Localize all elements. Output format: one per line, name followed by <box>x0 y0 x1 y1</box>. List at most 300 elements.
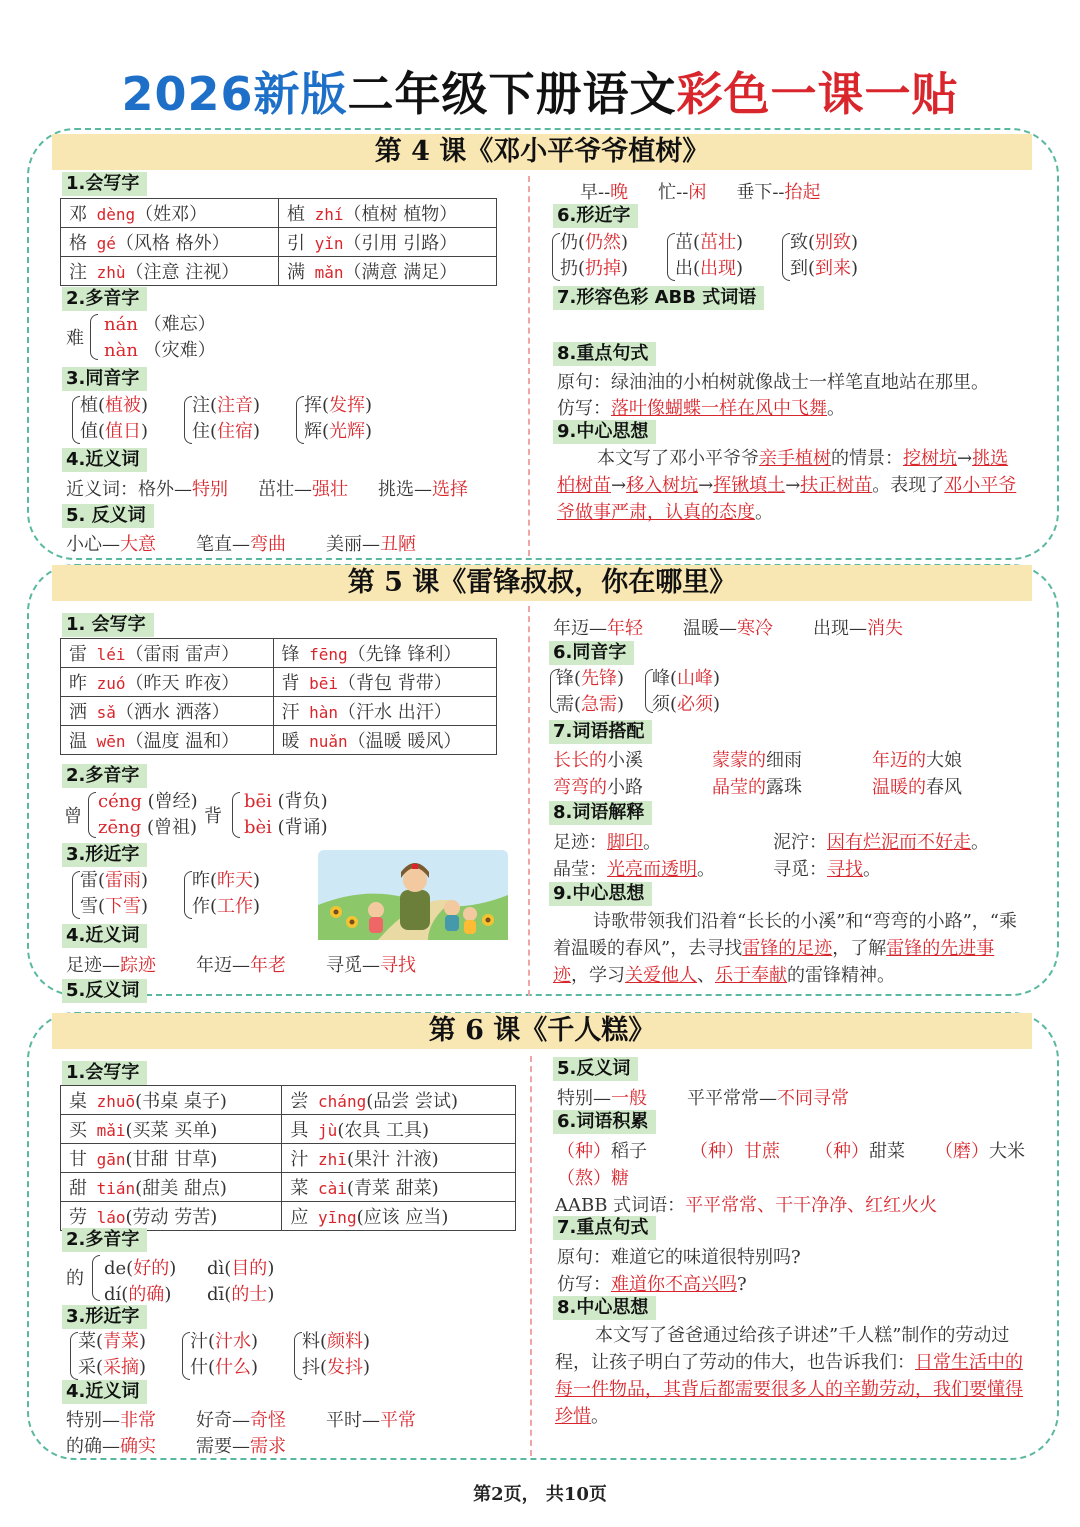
lesson4-heading-similar: 6.形近字 <box>553 204 638 228</box>
write-char-cell <box>61 1144 282 1173</box>
answer-word: 平常 <box>380 1410 416 1431</box>
char-group <box>80 868 148 920</box>
write-char-cell <box>273 697 496 726</box>
verb: （种） <box>690 1141 744 1162</box>
char: 需( <box>556 694 582 715</box>
explain-meaning: 光亮而透明 <box>607 859 697 880</box>
polyphone-word: (曾经) <box>141 791 198 812</box>
polyphone-word: (曾祖) <box>141 817 198 838</box>
pinyin: fēng <box>299 645 348 664</box>
prompt-word: 年迈— <box>553 618 607 639</box>
prompt-word: 笔直— <box>196 534 250 555</box>
collocation-modifier: 蒙蒙的 <box>712 750 766 771</box>
char-paren: ) <box>141 870 149 891</box>
write-char: 汁 <box>290 1149 309 1170</box>
key-phrase: 乐于奉献 <box>715 965 787 986</box>
char-word: 什么 <box>215 1357 252 1378</box>
lesson5-synonym-line <box>66 951 416 977</box>
brace-icon <box>184 396 192 444</box>
key-phrase: 亲手植树 <box>759 448 831 469</box>
collocation-noun: 春风 <box>926 777 962 798</box>
write-char-cell <box>282 1115 516 1144</box>
prompt-word: 特别— <box>557 1088 611 1109</box>
char-group-line <box>790 230 858 256</box>
write-words: (劳动 劳苦) <box>125 1207 218 1228</box>
noun: 甜菜 <box>869 1141 905 1162</box>
answer-word: 不同寻常 <box>777 1088 849 1109</box>
answer-word: 非常 <box>120 1410 156 1431</box>
char-paren: ) <box>736 232 744 253</box>
write-char: 尝 <box>290 1091 309 1112</box>
char-word: 先锋 <box>581 668 618 689</box>
table-row <box>61 228 497 257</box>
char: 峰( <box>652 668 678 689</box>
answer-word: 强壮 <box>312 479 348 500</box>
brace-icon <box>184 871 192 919</box>
answer-word: 年老 <box>250 955 286 976</box>
prompt-word: 特别— <box>66 1410 120 1431</box>
brace-icon <box>232 792 240 838</box>
char: 料( <box>302 1331 328 1352</box>
char: 仍( <box>560 232 586 253</box>
explain-item <box>553 855 715 881</box>
write-char-cell <box>282 1086 516 1115</box>
brace-icon <box>70 1332 78 1380</box>
answer-word: 确实 <box>120 1436 156 1457</box>
polyphone-word: 目的 <box>231 1258 268 1279</box>
lesson6-heading-sentence: 7.重点句式 <box>553 1216 656 1240</box>
polyphone-item <box>98 815 198 841</box>
char: 出( <box>675 258 701 279</box>
prompt-word: 足迹— <box>66 955 120 976</box>
answer-word: 抬起 <box>784 182 821 203</box>
table-row <box>61 1173 516 1202</box>
lesson5-heading-theme: 9.中心思想 <box>549 882 652 906</box>
char: 昨( <box>192 870 218 891</box>
polyphone-item <box>104 312 216 338</box>
char-word: 值日 <box>105 421 142 442</box>
paragraph-text: ，学习 <box>571 965 625 986</box>
lesson5-heading-explain: 8.词语解释 <box>549 801 652 825</box>
answer-word: 晚 <box>610 182 629 203</box>
paragraph-text: 的雷锋精神。 <box>787 965 895 986</box>
lesson5-theme-paragraph <box>553 908 1025 989</box>
answer-word: 需求 <box>250 1436 286 1457</box>
explain-item <box>773 855 881 881</box>
char-paren: ) <box>621 258 629 279</box>
prompt-word: 出现— <box>813 618 867 639</box>
pinyin: dí( <box>104 1284 129 1305</box>
polyphone-item <box>104 338 216 364</box>
write-char: 汗 <box>281 702 300 723</box>
char: 雪( <box>80 896 106 917</box>
pinyin: nàn <box>104 340 138 361</box>
write-words: （雷雨 雷声） <box>125 644 240 665</box>
char-word: 植被 <box>105 395 142 416</box>
char-paren: ) <box>251 1331 259 1352</box>
pinyin: mǎn <box>305 263 344 282</box>
char-word: 别致 <box>815 232 852 253</box>
answer-word: 踪迹 <box>120 955 156 976</box>
char-group-line <box>675 230 743 256</box>
lesson6-synonym-line1 <box>66 1406 416 1432</box>
lesson6-write-table <box>60 1085 516 1231</box>
char-paren: ) <box>251 1357 259 1378</box>
pinyin: tián <box>87 1179 136 1198</box>
pinyin: céng <box>98 791 142 812</box>
verb: （种） <box>557 1141 611 1162</box>
char-word: 扔掉 <box>585 258 622 279</box>
write-words: (应该 应当) <box>356 1207 449 1228</box>
pinyin: mǎi <box>87 1121 126 1140</box>
lesson6-heading-theme: 8.中心思想 <box>553 1296 656 1320</box>
char-group <box>304 393 372 445</box>
write-words: （洒水 洒落） <box>115 702 230 723</box>
char-paren: ) <box>253 421 261 442</box>
lesson6-heading-polyphone: 2.多音字 <box>62 1228 147 1252</box>
prompt-word: 美丽— <box>326 534 380 555</box>
char: 值( <box>80 421 106 442</box>
pinyin: dī( <box>207 1284 232 1305</box>
lesson4-divider <box>528 176 530 556</box>
answer-word: 一般 <box>611 1088 647 1109</box>
char-group-line <box>304 419 372 445</box>
collocation-modifier: 弯弯的 <box>553 777 607 798</box>
char-word: 山峰 <box>677 668 714 689</box>
table-row <box>61 668 497 697</box>
lesson4-antonym-line <box>66 530 416 556</box>
char: 雷( <box>80 870 106 891</box>
write-char: 甘 <box>69 1149 87 1170</box>
lesson6-antonym-line <box>557 1084 849 1110</box>
char-paren: ) <box>617 668 625 689</box>
char-paren: ) <box>139 1357 147 1378</box>
paragraph-text: → <box>698 475 714 496</box>
write-words: （引用 引路） <box>343 233 458 254</box>
verb: （磨） <box>935 1141 989 1162</box>
answer-word: 寒冷 <box>737 618 773 639</box>
prompt-word: 温暖— <box>683 618 737 639</box>
lesson6-polyphone-char: 的 <box>66 1268 84 1289</box>
write-words: （植树 植物） <box>343 204 458 225</box>
lesson4-banner: 第 4 课《邓小平爷爷植树》 <box>52 134 1032 170</box>
collocation-modifier: 年迈的 <box>872 750 926 771</box>
key-phrase: 挥锹填土 <box>713 475 786 496</box>
char-group-line <box>78 1329 146 1355</box>
explain-term: 晶莹： <box>553 859 607 880</box>
imitation-end: 。 <box>827 398 845 419</box>
explain-end: 。 <box>697 859 715 880</box>
lesson5-divider <box>528 606 530 996</box>
answer-word: 闲 <box>688 182 707 203</box>
pinyin: wēn <box>87 732 126 751</box>
key-phrase: 雷锋的足迹 <box>742 938 833 959</box>
table-row <box>61 639 497 668</box>
char-group-line <box>78 1355 146 1381</box>
lesson5-polyphone2-char: 背 <box>204 806 222 827</box>
char: 采( <box>78 1357 104 1378</box>
prompt-word: 寻觅— <box>326 955 380 976</box>
char-paren: ) <box>253 896 261 917</box>
char-group <box>560 230 628 282</box>
table-row <box>61 1086 516 1115</box>
polyphone-word: (背诵) <box>271 817 328 838</box>
polyphone-word: (背负) <box>271 791 328 812</box>
pinyin: dì( <box>207 1258 232 1279</box>
lesson5-heading-collocation: 7.词语搭配 <box>549 720 652 744</box>
char-paren: ) <box>617 694 625 715</box>
key-phrase: 挖树坑 <box>903 448 957 469</box>
write-words: （风格 格外） <box>115 233 230 254</box>
collocation-noun: 露珠 <box>766 777 802 798</box>
char-word: 雷雨 <box>105 870 142 891</box>
noun: 甘蔗 <box>744 1141 780 1162</box>
char-word: 出现 <box>700 258 737 279</box>
key-phrase: 挑选柏树苗 <box>557 448 1009 496</box>
prompt-word: 好奇— <box>196 1410 250 1431</box>
pinyin: yǐn <box>305 234 344 253</box>
char-paren: ) <box>365 395 373 416</box>
char-group-line <box>790 256 858 282</box>
write-char-cell <box>282 1202 516 1231</box>
lesson4-polyphone-char: 难 <box>66 328 84 349</box>
char: 菜( <box>78 1331 104 1352</box>
write-char: 买 <box>69 1120 87 1141</box>
write-char-cell <box>61 199 279 228</box>
char-paren: ) <box>851 258 859 279</box>
char-group-line <box>302 1355 370 1381</box>
brace-icon <box>552 233 560 281</box>
char-paren: ) <box>851 232 859 253</box>
brace-icon <box>294 1332 302 1380</box>
prompt-word: 早-- <box>580 182 611 203</box>
write-words: (买菜 买单) <box>125 1120 218 1141</box>
key-phrase: 关爱他人 <box>625 965 697 986</box>
write-char-cell <box>61 1173 282 1202</box>
lesson4-imitation-sentence <box>557 394 845 420</box>
lesson5-heading-write: 1. 会写字 <box>62 613 154 637</box>
lesson5-heading-synonym: 4.近义词 <box>62 924 147 948</box>
char-group-line <box>190 1355 258 1381</box>
brace-icon <box>92 1255 100 1301</box>
char-paren: ) <box>363 1331 371 1352</box>
paren: ) <box>169 1258 177 1279</box>
prompt-word: 年迈— <box>196 955 250 976</box>
write-char: 格 <box>69 233 87 254</box>
prompt-word: 的确— <box>66 1436 120 1457</box>
lesson4-polyphone-list <box>104 312 216 364</box>
write-char-cell <box>61 228 279 257</box>
explain-end: 。 <box>971 832 989 853</box>
char-paren: ) <box>363 1357 371 1378</box>
write-words: （昨天 昨夜） <box>125 673 240 694</box>
polyphone-word: 的确 <box>128 1284 165 1305</box>
write-char-cell <box>61 1115 282 1144</box>
table-row <box>61 199 497 228</box>
lesson5-heading-similar: 3.形近字 <box>62 843 147 867</box>
lesson5-polyphone1-char: 曾 <box>64 806 82 827</box>
lesson5-polyphone1-list <box>98 789 198 841</box>
paren: ) <box>164 1284 172 1305</box>
lesson6-heading-antonym: 5.反义词 <box>553 1057 638 1081</box>
char-word: 光辉 <box>329 421 366 442</box>
imitation-end: ? <box>737 1274 747 1295</box>
char-group <box>790 230 858 282</box>
pinyin: nán <box>104 314 138 335</box>
write-words: （满意 满足） <box>343 262 458 283</box>
answer-word: 特别 <box>192 479 228 500</box>
char-word: 茁壮 <box>700 232 737 253</box>
lesson6-theme-paragraph <box>555 1322 1027 1430</box>
char: 扔( <box>560 258 586 279</box>
write-char-cell <box>273 639 496 668</box>
char-word: 下雪 <box>105 896 142 917</box>
write-char-cell <box>279 257 497 286</box>
write-char-cell <box>282 1173 516 1202</box>
char: 汁( <box>190 1331 216 1352</box>
brace-icon <box>296 396 304 444</box>
collocation-item <box>712 746 802 772</box>
brace-icon <box>72 396 80 444</box>
prompt-word: 平时— <box>326 1410 380 1431</box>
write-char: 注 <box>69 262 87 283</box>
paragraph-text: 。 <box>755 502 773 523</box>
char-paren: ) <box>141 395 149 416</box>
char-group-line <box>560 230 628 256</box>
lesson4-heading-polyphone: 2.多音字 <box>62 287 147 311</box>
prompt-word: 小心— <box>66 534 120 555</box>
paragraph-text: 诗歌带领我们沿着“长长的小溪”和“弯弯的小路”，“乘着温暖的春风”，去寻找 <box>553 911 1018 959</box>
write-char: 劳 <box>69 1207 87 1228</box>
lesson4-theme-paragraph <box>557 445 1025 526</box>
page-title <box>0 58 1080 124</box>
write-words: （先锋 锋利） <box>347 644 462 665</box>
collocation-modifier: 温暖的 <box>872 777 926 798</box>
pinyin: nuǎn <box>299 732 348 751</box>
char: 植( <box>80 395 106 416</box>
char-word: 采摘 <box>103 1357 140 1378</box>
char-group <box>192 393 260 445</box>
char-group <box>80 393 148 445</box>
answer-word: 弯曲 <box>250 534 286 555</box>
char-paren: ) <box>365 421 373 442</box>
char-word: 急需 <box>581 694 618 715</box>
pinyin: bēi <box>299 674 339 693</box>
pinyin: zhí <box>305 205 344 224</box>
brace-icon <box>782 233 790 281</box>
write-words: (书桌 桌子) <box>135 1091 227 1112</box>
collocation-item <box>712 773 802 799</box>
answer-word: 丑陋 <box>380 534 416 555</box>
char-word: 住宿 <box>217 421 254 442</box>
explain-term: 足迹： <box>553 832 607 853</box>
paragraph-text: ，了解 <box>832 938 887 959</box>
imitation-label: 仿写： <box>557 398 611 419</box>
brace-icon <box>88 792 96 838</box>
lesson6-heading-similar: 3.形近字 <box>62 1305 147 1329</box>
write-char: 甜 <box>69 1178 87 1199</box>
write-char: 暖 <box>281 731 300 752</box>
write-char-cell <box>279 228 497 257</box>
polyphone-word: 的士 <box>231 1284 268 1305</box>
char-group-line <box>190 1329 258 1355</box>
char-group-line <box>80 393 148 419</box>
pinyin: cài <box>308 1179 347 1198</box>
lesson4-heading-antonym: 5. 反义词 <box>62 504 154 528</box>
char: 致( <box>790 232 816 253</box>
polyphone-item <box>244 815 328 841</box>
paragraph-text: → <box>957 448 973 469</box>
verb: （种） <box>815 1141 869 1162</box>
polyphone-item <box>207 1280 274 1306</box>
collocation-noun: 细雨 <box>766 750 802 771</box>
lesson4-antonym-cont-line <box>580 178 821 204</box>
brace-icon <box>90 314 98 360</box>
lesson4-heading-homophone: 3.同音字 <box>62 367 147 391</box>
homophone-item <box>652 692 720 718</box>
lesson4-heading-sentence: 8.重点句式 <box>553 342 656 366</box>
char: 辉( <box>304 421 330 442</box>
table-row <box>61 1144 516 1173</box>
char: 锋( <box>556 668 582 689</box>
pinyin: zuó <box>87 674 126 693</box>
char-group <box>302 1329 370 1381</box>
brace-icon <box>667 233 675 281</box>
char-paren: ) <box>139 1331 147 1352</box>
collocation-item <box>553 746 643 772</box>
paragraph-text: 。表现了 <box>872 475 945 496</box>
brace-icon <box>182 1332 190 1380</box>
write-words: （汗水 出汗） <box>338 702 452 723</box>
write-words: (果汁 汁液) <box>346 1149 439 1170</box>
key-phrase: 日常生活中的每一件物品，其背后都需要很多人的辛勤劳动，我们要懂得珍惜 <box>555 1352 1023 1427</box>
homophone-item <box>556 692 624 718</box>
explain-meaning: 脚印 <box>607 832 643 853</box>
prompt-word: 平平常常— <box>687 1088 777 1109</box>
explain-meaning: 寻找 <box>827 859 863 880</box>
lesson6-divider <box>530 1056 532 1456</box>
lesson5-polyphone2-list <box>244 789 328 841</box>
explain-end: 。 <box>863 859 881 880</box>
write-char-cell <box>273 726 496 755</box>
paragraph-text: 。 <box>591 1406 609 1427</box>
pinyin: sǎ <box>87 703 116 722</box>
noun: 稻子 <box>611 1141 647 1162</box>
key-phrase: 移入树坑 <box>626 475 699 496</box>
table-row <box>61 257 497 286</box>
answer-word: 奇怪 <box>250 1410 286 1431</box>
lesson6-imitation-sentence <box>557 1270 747 1296</box>
char-group-line <box>192 419 260 445</box>
write-char-cell <box>61 257 279 286</box>
char-word: 到来 <box>815 258 852 279</box>
accumulate-item <box>557 1137 647 1163</box>
char: 抖( <box>302 1357 328 1378</box>
char-word: 青菜 <box>103 1331 140 1352</box>
polyphone-word: （灾难） <box>137 340 216 361</box>
paragraph-text: 本文写了爸爸通过给孩子讲述”千人糕”制作的劳动过程，让孩子明白了劳动的伟大，也告诉我们： <box>555 1325 1010 1373</box>
char-group-line <box>560 256 628 282</box>
char: 到( <box>790 258 816 279</box>
pinyin: hàn <box>299 703 339 722</box>
lesson5-heading-antonym: 5.反义词 <box>62 979 147 1003</box>
lesson5-heading-polyphone: 2.多音字 <box>62 764 147 788</box>
char-group-line <box>80 894 148 920</box>
write-char-cell <box>273 668 496 697</box>
answer-word: 年轻 <box>607 618 643 639</box>
char-paren: ) <box>621 232 629 253</box>
accumulate-item <box>935 1137 1025 1163</box>
